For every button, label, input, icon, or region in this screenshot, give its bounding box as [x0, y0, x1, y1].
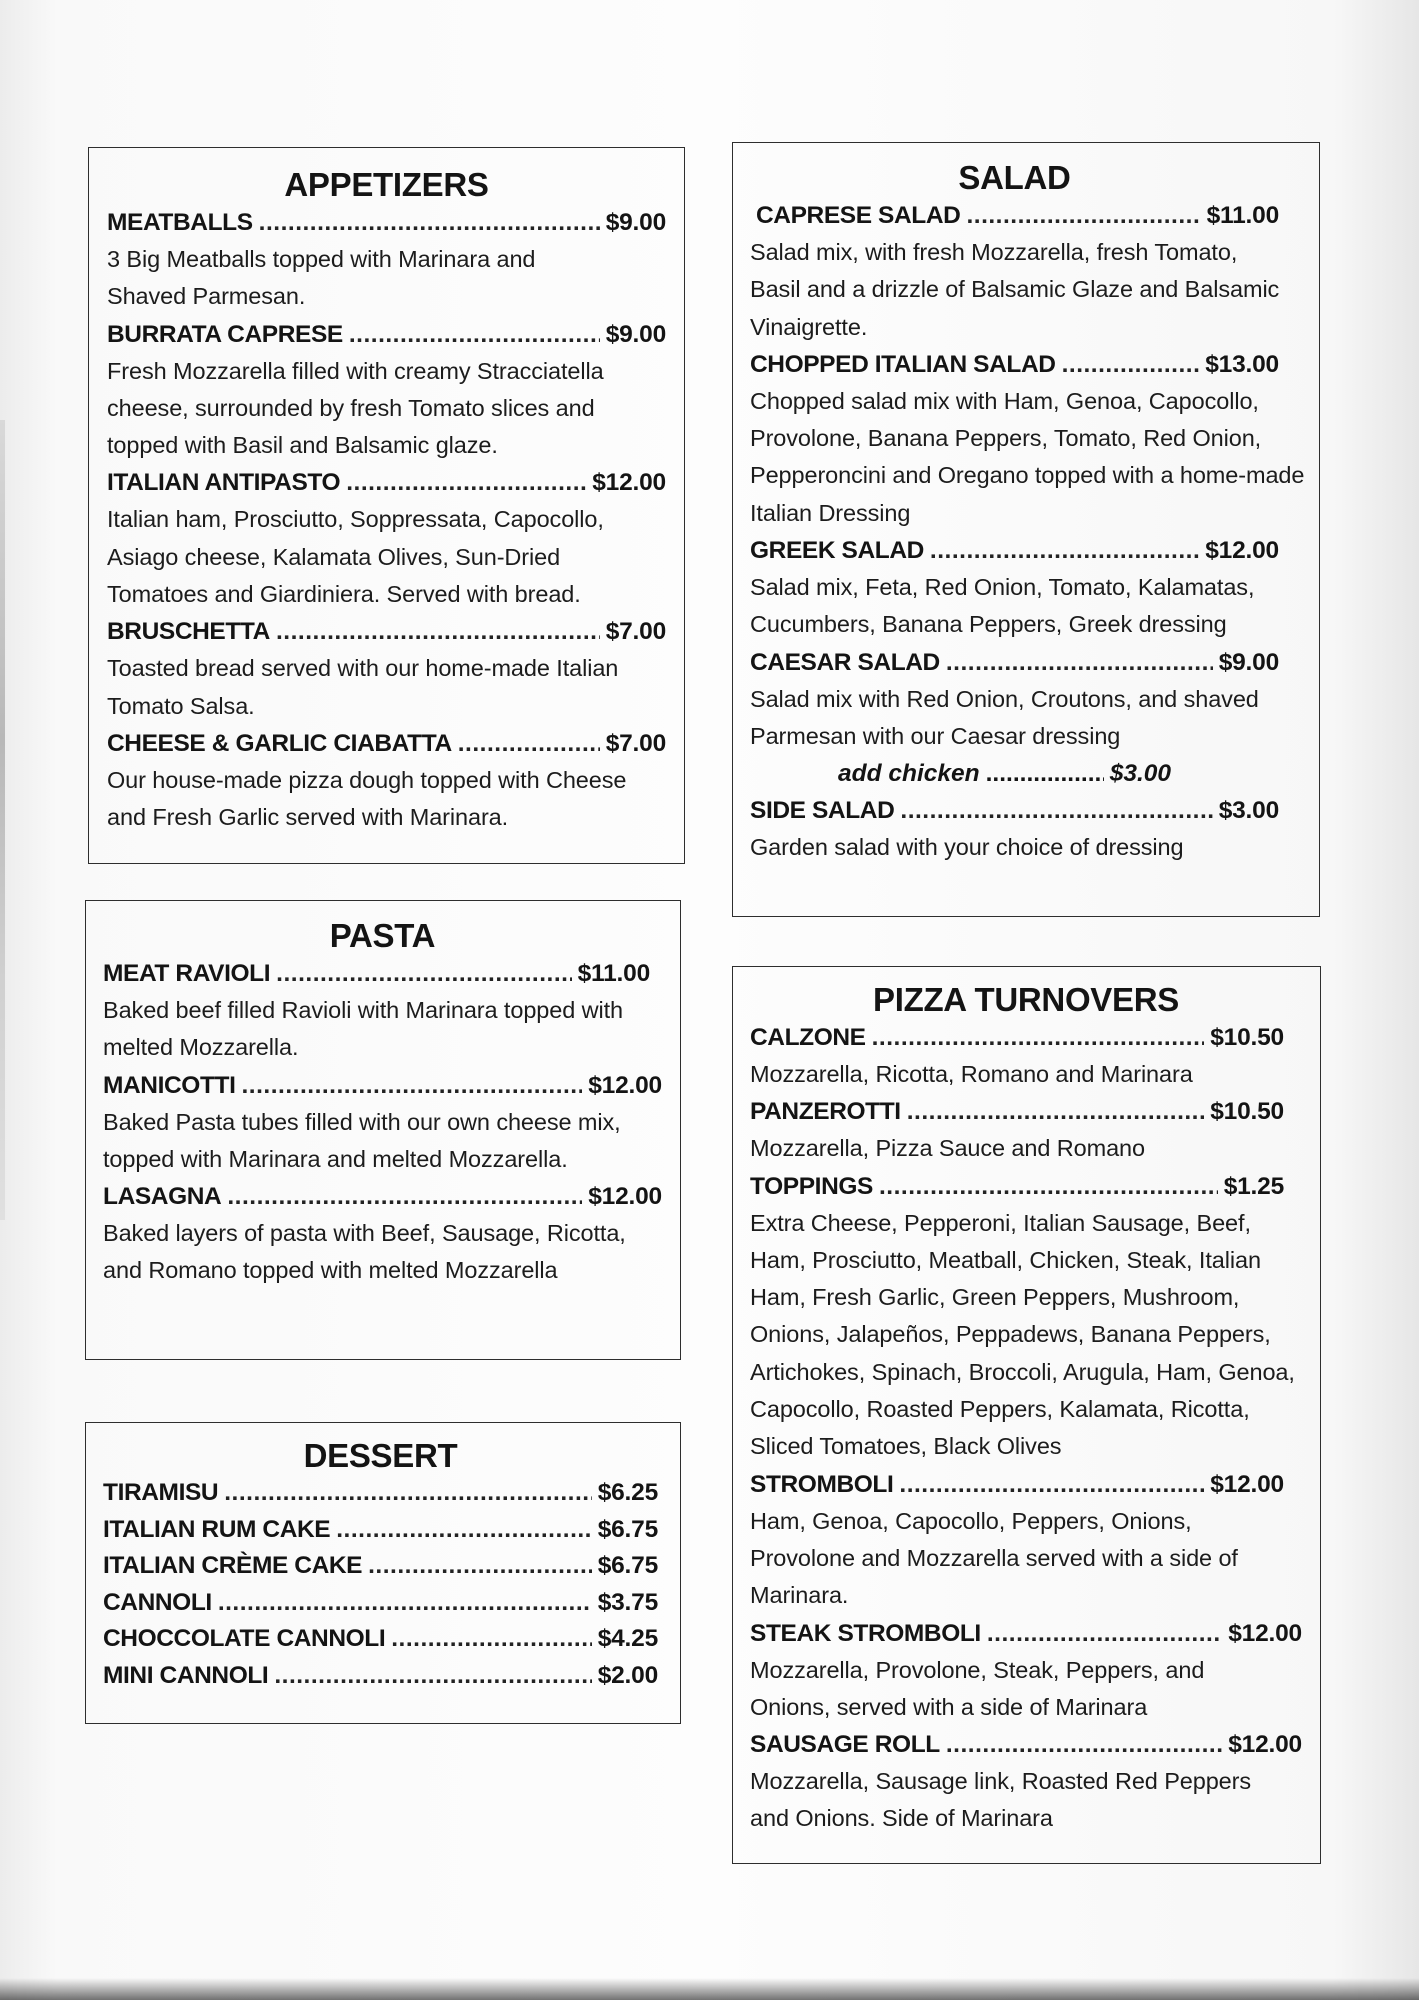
appetizers-section [88, 147, 685, 864]
item-price: $1.25 [1223, 1172, 1284, 1200]
item-description: Mozzarella, Ricotta, Romano and Marinara [750, 1061, 1193, 1087]
item-price: $10.50 [1210, 1098, 1284, 1126]
menu-item-burrata-caprese [107, 316, 666, 353]
item-name: ITALIAN ANTIPASTO [107, 469, 341, 497]
item-name: LASAGNA [103, 1183, 222, 1211]
item-description: Toasted bread served with our home-made Italian Tomato Salsa. [107, 655, 619, 719]
item-price: $11.00 [1206, 202, 1279, 229]
item-description: Baked layers of pasta with Beef, Sausage, Ricotta, and Romano topped with melted Mozzarella [103, 1220, 626, 1284]
dot-leader [900, 792, 1212, 829]
dot-leader [242, 1067, 583, 1104]
item-description: Fresh Mozzarella filled with creamy Stracciatella cheese, surrounded by fresh Tomato slices and topped with Basil and Balsamic glaze. [107, 357, 604, 459]
item-price: $6.25 [597, 1479, 658, 1506]
dot-leader [227, 1178, 582, 1215]
item-price: $9.00 [1218, 648, 1279, 676]
menu-item-tiramisu [103, 1475, 658, 1512]
item-name: SAUSAGE ROLL [750, 1731, 940, 1759]
item-name: MEATBALLS [107, 209, 253, 236]
dot-leader [1062, 346, 1200, 383]
item-name: CANNOLI [103, 1588, 212, 1616]
dot-leader [879, 1168, 1218, 1205]
item-price: $12.00 [588, 1071, 662, 1099]
menu-item-choccolate-cannoli [103, 1621, 658, 1658]
dot-leader [274, 1658, 591, 1695]
menu-item-italian-creme-cake [103, 1548, 658, 1585]
item-name: TIRAMISU [103, 1479, 219, 1506]
item-price: $2.00 [597, 1661, 658, 1689]
item-description: Salad mix, with fresh Mozzarella, fresh Tomato, Basil and a drizzle of Balsamic Glaze and Balsamic Vinaigrette. [750, 239, 1280, 340]
menu-item-calzone [750, 1019, 1302, 1056]
item-description: Baked Pasta tubes filled with our own cheese mix, topped with Marinara and melted Mozzarella. [103, 1108, 621, 1172]
item-description: Mozzarella, Pizza Sauce and Romano [750, 1135, 1145, 1162]
item-description: Garden salad with your choice of dressing [750, 834, 1184, 861]
item-name: STEAK STROMBOLI [750, 1619, 981, 1647]
item-price: $6.75 [597, 1515, 658, 1543]
item-name: STROMBOLI [750, 1470, 894, 1498]
dot-leader [946, 1726, 1222, 1763]
dot-leader [368, 1548, 592, 1585]
addon-add-chicken [750, 755, 1279, 792]
item-description: Salad mix, Feta, Red Onion, Tomato, Kalamatas, Cucumbers, Banana Peppers, Greek dressing [750, 574, 1255, 638]
dot-leader [259, 204, 600, 241]
item-description: Our house-made pizza dough topped with Cheese and Fresh Garlic served with Marinara. [107, 766, 627, 831]
menu-item-greek-salad [750, 532, 1279, 569]
dot-leader [346, 464, 586, 501]
dot-leader [224, 1475, 591, 1512]
menu-item-caesar-salad [750, 644, 1279, 681]
menu-item-side-salad [750, 792, 1279, 829]
item-price: $3.75 [597, 1588, 658, 1616]
addon-price: $3.00 [1109, 760, 1171, 788]
item-price: $3.00 [1218, 797, 1279, 825]
addon-name: add chicken [838, 760, 980, 788]
dot-leader [986, 755, 1104, 792]
menu-item-steak-stromboli [750, 1615, 1302, 1652]
item-name: CALZONE [750, 1024, 866, 1051]
menu-item-caprese-salad [750, 197, 1279, 234]
item-name: MANICOTTI [103, 1071, 236, 1099]
pasta-heading: PASTA [329, 917, 436, 954]
dot-leader [930, 532, 1199, 569]
menu-item-sausage-roll [750, 1726, 1302, 1763]
item-price: $12.00 [588, 1183, 662, 1211]
item-price: $12.00 [1205, 537, 1279, 565]
item-description: Mozzarella, Sausage link, Roasted Red Peppers and Onions. Side of Marinara [750, 1768, 1252, 1832]
item-price: $7.00 [605, 729, 666, 757]
menu-item-cheese-garlic-ciabatta [107, 725, 666, 762]
salad-heading: SALAD [958, 159, 1071, 196]
menu-item-toppings [750, 1168, 1302, 1205]
item-price: $12.00 [1228, 1619, 1302, 1647]
item-price: $10.50 [1210, 1024, 1284, 1051]
item-name: CHOPPED ITALIAN SALAD [750, 350, 1056, 378]
salad-section [732, 142, 1320, 917]
dot-leader [946, 644, 1213, 681]
page-bottom-shadow [0, 1978, 1419, 2000]
menu-item-meat-ravioli [103, 955, 662, 992]
dot-leader [276, 613, 600, 650]
menu-item-meatballs [107, 204, 666, 241]
dot-leader [218, 1585, 592, 1622]
item-price: $12.00 [1210, 1470, 1284, 1498]
dot-leader [966, 197, 1200, 234]
item-name: PANZEROTTI [750, 1098, 901, 1126]
item-name: BRUSCHETTA [107, 618, 270, 646]
dot-leader [987, 1615, 1222, 1652]
dot-leader [872, 1019, 1205, 1056]
item-description: Italian ham, Prosciutto, Soppressata, Capocollo, Asiago cheese, Kalamata Olives, Sun-Dried Tomatoes and Giardiniera. Served with bread. [107, 506, 604, 608]
item-price: $11.00 [577, 960, 650, 987]
menu-item-manicotti [103, 1067, 662, 1104]
dot-leader [907, 1093, 1205, 1130]
menu-item-lasagna [103, 1178, 662, 1215]
item-name: CHOCCOLATE CANNOLI [103, 1625, 386, 1652]
dot-leader [336, 1512, 591, 1549]
item-name: BURRATA CAPRESE [107, 320, 343, 348]
item-description: Ham, Genoa, Capocollo, Peppers, Onions, Provolone and Mozzarella served with a side of Marinara. [750, 1507, 1238, 1609]
dot-leader [391, 1621, 591, 1658]
appetizers-heading: APPETIZERS [284, 166, 489, 203]
item-price: $13.00 [1205, 350, 1279, 378]
item-price: $7.00 [605, 618, 666, 646]
item-description: Extra Cheese, Pepperoni, Italian Sausage, Beef, Ham, Prosciutto, Meatball, Chicken, Steak, Italian Ham, Fresh Garlic, Green Peppers, Mushroom, Onions, Jalapeños, Peppadews, Banana Peppers, Artichokes, Spinach, Broccoli, Arugula, Ham, Genoa, Capocollo, Roasted Peppers, Kalamata, Ricotta, Sliced Tomatoes, Black Olives [750, 1209, 1295, 1460]
item-description: Mozzarella, Provolone, Steak, Peppers, and Onions, served with a side of Marinara [750, 1656, 1205, 1720]
item-description: Salad mix with Red Onion, Croutons, and shaved Parmesan with our Caesar dressing [750, 685, 1259, 749]
dot-leader [458, 725, 600, 762]
item-price: $4.25 [597, 1625, 658, 1652]
menu-item-stromboli [750, 1466, 1302, 1503]
item-name: TOPPINGS [750, 1172, 873, 1200]
dot-leader [899, 1466, 1204, 1503]
menu-item-chopped-italian-salad [750, 346, 1279, 383]
item-name: CAPRESE SALAD [756, 202, 961, 229]
item-name: MINI CANNOLI [103, 1661, 269, 1689]
item-name: MEAT RAVIOLI [103, 960, 271, 987]
item-name: GREEK SALAD [750, 537, 924, 565]
pizza-turnovers-heading: PIZZA TURNOVERS [873, 981, 1179, 1018]
dessert-section [85, 1422, 681, 1724]
dessert-heading: DESSERT [303, 1437, 458, 1474]
pizza-turnovers-section [732, 966, 1321, 1864]
item-name: CAESAR SALAD [750, 648, 940, 676]
item-price: $6.75 [597, 1552, 658, 1579]
item-price: $9.00 [605, 320, 666, 348]
menu-item-italian-rum-cake [103, 1512, 658, 1549]
menu-item-mini-cannoli [103, 1658, 658, 1695]
item-description: Chopped salad mix with Ham, Genoa, Capocollo, Provolone, Banana Peppers, Tomato, Red Onion, Pepperoncini and Oregano topped with a home-made Italian Dressing [750, 387, 1305, 526]
item-name: ITALIAN RUM CAKE [103, 1515, 331, 1543]
menu-item-bruschetta [107, 613, 666, 650]
item-name: SIDE SALAD [750, 797, 895, 825]
item-name: ITALIAN CRÈME CAKE [103, 1552, 363, 1579]
item-price: $12.00 [592, 469, 666, 497]
item-description: 3 Big Meatballs topped with Marinara and Shaved Parmesan. [107, 246, 536, 310]
item-price: $12.00 [1228, 1731, 1302, 1759]
dot-leader [276, 955, 571, 992]
menu-item-cannoli [103, 1585, 658, 1622]
pasta-section [85, 900, 681, 1360]
menu-item-italian-antipasto [107, 464, 666, 501]
item-name: CHEESE & GARLIC CIABATTA [107, 729, 452, 757]
item-price: $9.00 [605, 209, 666, 236]
dot-leader [349, 316, 600, 353]
page-edge [0, 420, 5, 1220]
item-description: Baked beef filled Ravioli with Marinara topped with melted Mozzarella. [103, 997, 624, 1061]
menu-item-panzerotti [750, 1093, 1302, 1130]
